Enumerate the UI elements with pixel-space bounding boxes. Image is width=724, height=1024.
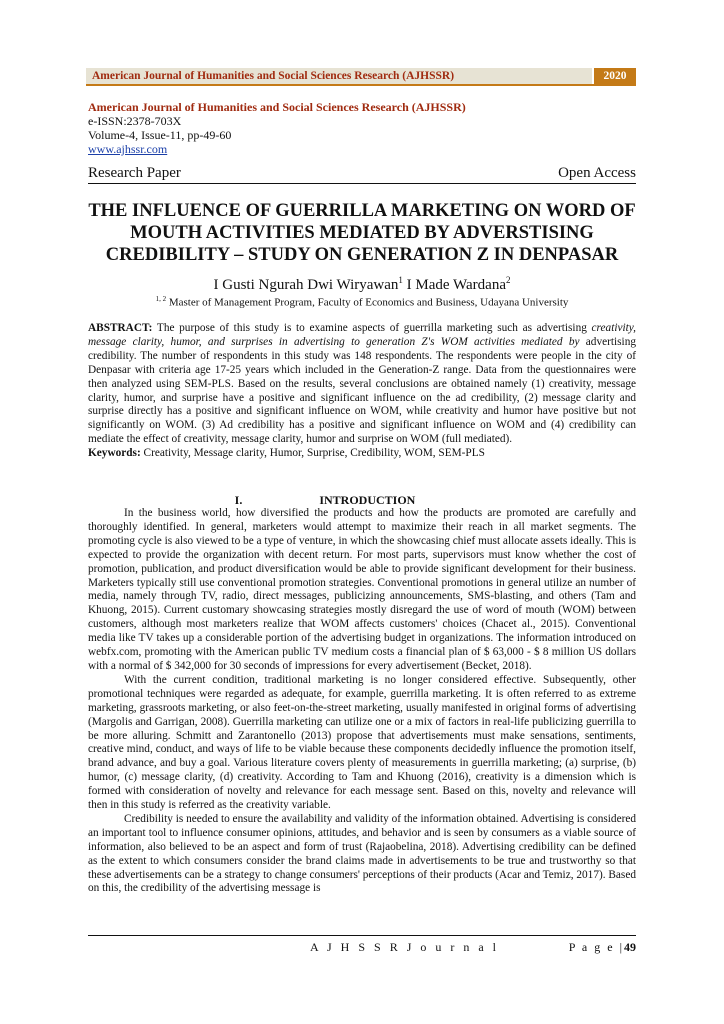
footer-page-label: P a g e | xyxy=(568,940,624,954)
section-title: INTRODUCTION xyxy=(319,493,416,507)
abstract-label: ABSTRACT: xyxy=(88,322,153,334)
author-1-sup: 1 xyxy=(398,275,403,285)
author-1: I Gusti Ngurah Dwi Wiryawan xyxy=(213,277,399,293)
abstract-text-italic: creativity, message clarity, humor, and surprises in advertising to generation Z's WOM activities mediated by xyxy=(88,322,636,348)
section-heading xyxy=(88,493,636,507)
abstract-text-2: advertising credibility. The number of respondents in this study was 148 respondents. The respondents were people in the city of Denpasar with criteria age 17-25 years which included in the Generation-Z range. Data from the questionnaires were then analyzed using SEM-PLS. Based on the results, several conclusions are obtained namely (1) creativity, message clarity, humor, and surprise have a positive and significant influence on the ad credibility, (2) message clarity and surprise directly has a positive and significant influence on WOM, while creativity and humor have positive but not significantly on WOM. (3) Ad credibility has a positive and significant influence on WOM and (4) credibility can mediate the effect of creativity, message clarity, humor and surprise on WOM (full mediated). xyxy=(88,335,636,446)
open-access-label: Open Access xyxy=(558,165,636,181)
affiliation-text: Master of Management Program, Faculty of Economics and Business, Udayana University xyxy=(168,296,569,309)
meta-volume: Volume-4, Issue-11, pp-49-60 xyxy=(88,128,232,142)
affiliation-sup: 1, 2 xyxy=(155,295,167,303)
footer-page xyxy=(569,938,636,956)
paper-type-label: Research Paper xyxy=(88,165,181,181)
author-line xyxy=(88,271,636,294)
body-text xyxy=(88,507,636,896)
journal-header-bar xyxy=(86,68,636,86)
meta-website-link[interactable]: www.ajhssr.com xyxy=(88,142,168,156)
header-year: 2020 xyxy=(594,68,636,84)
page-footer xyxy=(88,935,636,954)
header-journal-title: American Journal of Humanities and Social Sciences Research (AJHSSR) xyxy=(86,68,592,84)
paper-title: THE INFLUENCE OF GUERRILLA MARKETING ON WORD OF MOUTH ACTIVITIES MEDIATED BY ADVERSTISING CREDIBILITY – STUDY ON GENERATION Z IN DENPASAR xyxy=(88,201,636,265)
keywords-label: Keywords: xyxy=(88,447,141,460)
paragraph-1: In the business world, how diversified the products and how the products are promoted are carefully and thoroughly identified. In general, marketers would attempt to maximize their reach in all market segments. The promoting cycle is also viewed to be a type of venture, in which the showcasing chief must allocate assets ideally. This is expected to provide the organization with decent return. For most parts, supervisors must know whether the cost of promotion, publication, and product diversification would be able to provide significant development for their business. Marketers typically still use conventional promotion strategies. Conventional promotions in general utilize an number of media, namely through TV, radio, direct messages, publicizing announcements, SMS-blasting, and others (Tam and Khuong, 2015). Current customary showcasing strategies mostly disregard the use of word of mouth (WOM) between customers, although most marketers realize that WOM affects customers' choices (Chacet al., 2015). Conventional media like TV takes up a considerable portion of the advertising budget in organizations. The information introduced on webfx.com, promoting with the American public TV medium costs a financial plan of $ 63,000 - $ 8 million US dollars with a normal of $ 342,000 for 30 seconds of impressions for every advertisement (Becket, 2018). xyxy=(88,507,636,672)
abstract-text-1: The purpose of this study is to examine aspects of guerrilla marketing such as advertising xyxy=(156,322,587,334)
footer-page-number: 49 xyxy=(624,940,636,954)
author-2-sup: 2 xyxy=(505,275,511,285)
section-number: I. xyxy=(234,493,243,507)
paragraph-3: Credibility is needed to ensure the availability and validity of the information obtained. Advertising is considered an important tool to influence consumer opinions, attitudes, and behavior and is seen by consumers as a viable source of information, also believed to be an aspect and form of trust (Rajaobelina, 2018). Advertising credibility can be defined as the extent to which consumers consider the brand claims made in advertisements to be true and trustworthy so that these advertisements can be a strategy to change consumers' perceptions of their products (Acar and Temiz, 2017). Based on this, the credibility of the advertising message is xyxy=(88,812,637,895)
affiliation xyxy=(88,292,636,310)
keywords xyxy=(88,447,636,461)
meta-journal-name: American Journal of Humanities and Social Sciences Research (AJHSSR) xyxy=(88,100,466,114)
paragraph-2: With the current condition, traditional marketing is no longer considered effective. Subsequently, other promotional techniques were regarded as adequate, for example, guerrilla marketing. It is often referred to as extreme marketing, grassroots marketing, or also feet-on-the-street marketing, usually manifested in original forms of advertising (Margolis and Garrigan, 2008). Guerrilla marketing can utilize one or a mix of factors in real-life publicizing guerrilla to be more alluring. Schmitt and Zarantonello (2013) propose that advertisements must make sensations, sentiments, creative mind, conduct, and ways of life to be viable because these components decidedly influence the promotion itself, brand advance, and buy a goal. Various literature covers plenty of measurements in guerrilla marketing; (a) surprise, (b) humor, (c) message clarity, (d) creativity. According to Tam and Khuong (2016), creativity is a dimension which is formed with consideration of novelty and relevance for each message sent. Based on this, novelty and relevance will then in this study is referred as the creativity variable. xyxy=(88,673,636,812)
meta-issn: e-ISSN:2378-703X xyxy=(88,114,182,128)
abstract xyxy=(88,322,636,461)
journal-meta xyxy=(88,100,638,156)
keywords-text: Creativity, Message clarity, Humor, Surprise, Credibility, WOM, SEM-PLS xyxy=(143,447,485,460)
footer-journal: A J H S S R J o u r n a l xyxy=(310,940,500,954)
paper-type-row xyxy=(88,164,636,184)
author-2: I Made Wardana xyxy=(406,277,506,293)
